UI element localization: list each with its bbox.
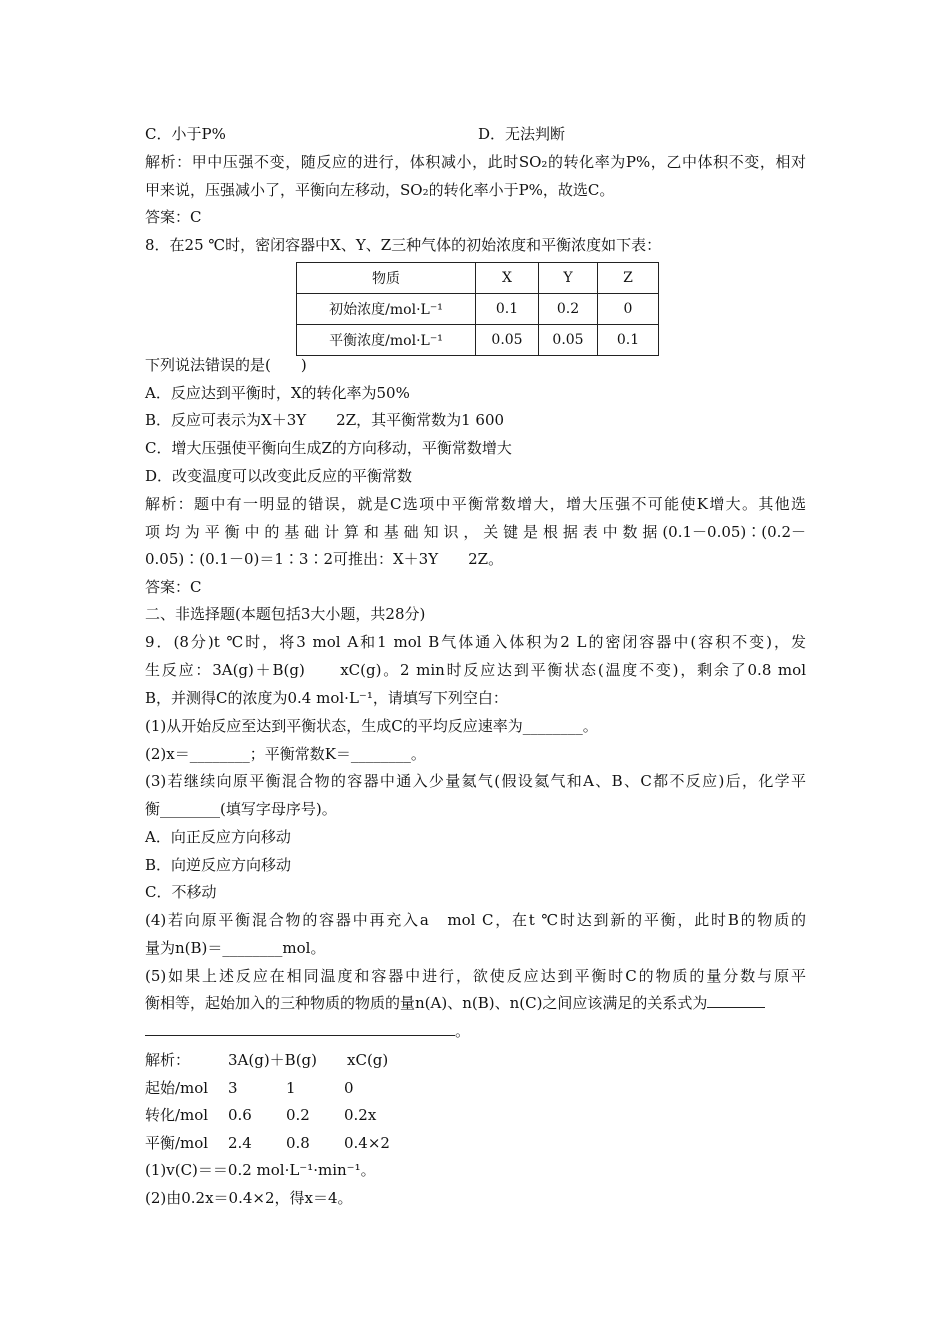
q9-part-1: (1)从开始反应至达到平衡状态，生成C的平均反应速率为________。 [145,717,598,735]
calc-row-a: 0.6 [228,1106,252,1124]
concentration-table [296,262,659,356]
calc-label: 解析： [145,1051,191,1069]
table-header-cell: Y [539,263,598,294]
calc-row-c: 0.4×2 [344,1134,390,1152]
q9-part-5-line-2 [145,993,765,1013]
q7-analysis-line-1: 解析：甲中压强不变，随反应的进行，体积减小，此时SO₂的转化率为P%，乙中体积不变，相对 [145,153,806,171]
q9-part-3-line-1: (3)若继续向原平衡混合物的容器中通入少量氦气(假设氦气和A、B、C都不反应)后，化学平 [145,772,806,790]
table-row [297,294,659,325]
q8-analysis-line-3: 0.05)∶(0.1－0)＝1∶3∶2可推出：X＋3Y 2Z。 [145,550,504,568]
q9-part-5-text: 衡相等，起始加入的三种物质的物质的量n(A)、n(B)、n(C)之间应该满足的关系式为 [145,994,708,1012]
q9-part-4-line-2: 量为n(B)＝________mol。 [145,939,326,957]
q9-part-5-line-3 [145,1021,470,1041]
q9-part-4-line-1: (4)若向原平衡混合物的容器中再充入a mol C，在t ℃时达到新的平衡，此时B的物质的 [145,911,806,929]
q8-option-a: A．反应达到平衡时，X的转化率为50% [145,384,410,402]
q8-option-b: B．反应可表示为X＋3Y 2Z，其平衡常数为1 600 [145,411,505,429]
q9-stem-line-1: 9．(8分)t ℃时，将3 mol A和1 mol B气体通入体积为2 L的密闭容器中(容积不变)，发 [145,633,806,651]
table-row [297,325,659,356]
table-header-cell: X [476,263,539,294]
table-cell: 0 [598,294,659,325]
table-header-cell: Z [598,263,659,294]
table-cell: 0.05 [476,325,539,356]
q9-part-3-option-a: A．向正反应方向移动 [145,828,291,846]
calc-row-label: 转化/mol [145,1106,209,1124]
table-cell: 初始浓度/mol·L⁻¹ [297,294,476,325]
q9-solution-2: (2)由0.2x＝0.4×2，得x＝4。 [145,1189,353,1207]
q8-analysis-line-1: 解析：题中有一明显的错误，就是C选项中平衡常数增大，增大压强不可能使K增大。其他选 [145,495,806,513]
table-cell: 0.1 [476,294,539,325]
calc-row-label: 平衡/mol [145,1134,209,1152]
q7-analysis-line-2: 甲来说，压强减小了，平衡向左移动，SO₂的转化率小于P%，故选C。 [145,181,615,199]
q7-option-c: C．小于P% [145,125,226,143]
table-cell: 平衡浓度/mol·L⁻¹ [297,325,476,356]
q8-question: 下列说法错误的是( ) [145,356,307,374]
q9-part-5-end: 。 [455,1022,471,1040]
q9-part-2: (2)x＝________；平衡常数K＝________。 [145,745,426,763]
q8-analysis-line-2: 项均为平衡中的基础计算和基础知识，关键是根据表中数据(0.1－0.05)∶(0.2－ [145,523,806,541]
calc-equation: 3A(g)＋B(g) xC(g) [228,1051,389,1069]
table-header-row [297,263,659,294]
q9-part-5-line-1: (5)如果上述反应在相同温度和容器中进行，欲使反应达到平衡时C的物质的量分数与原平 [145,967,806,985]
calc-row-b: 0.8 [286,1134,310,1152]
q9-stem-line-2: 生反应：3A(g)＋B(g) xC(g)。2 min时反应达到平衡状态(温度不变)，剩余了0.8 mol [145,661,806,679]
calc-row-c: 0.2x [344,1106,377,1124]
table-cell: 0.1 [598,325,659,356]
section-heading: 二、非选择题(本题包括3大小题，共28分) [145,605,426,623]
q9-stem-line-3: B，并测得C的浓度为0.4 mol·L⁻¹，请填写下列空白： [145,689,508,707]
q7-answer: 答案：C [145,208,202,226]
calc-row-a: 3 [228,1079,238,1097]
answer-blank [707,993,765,1008]
q9-part-3-option-c: C．不移动 [145,883,217,901]
q8-option-c: C．增大压强使平衡向生成Z的方向移动，平衡常数增大 [145,439,512,457]
table-cell: 0.2 [539,294,598,325]
calc-row-b: 0.2 [286,1106,310,1124]
calc-row-label: 起始/mol [145,1079,209,1097]
q8-option-d: D．改变温度可以改变此反应的平衡常数 [145,467,413,485]
q7-option-d: D．无法判断 [478,125,566,143]
calc-row-a: 2.4 [228,1134,252,1152]
calc-row-c: 0 [344,1079,354,1097]
answer-blank [145,1021,455,1036]
q9-part-3-option-b: B．向逆反应方向移动 [145,856,292,874]
q8-stem: 8．在25 ℃时，密闭容器中X、Y、Z三种气体的初始浓度和平衡浓度如下表： [145,236,662,254]
table-header-cell: 物质 [297,263,476,294]
q9-part-3-line-2: 衡________(填写字母序号)。 [145,800,337,818]
table-cell: 0.05 [539,325,598,356]
q9-solution-1: (1)v(C)＝＝0.2 mol·L⁻¹·min⁻¹。 [145,1161,376,1179]
calc-row-b: 1 [286,1079,296,1097]
q8-answer: 答案：C [145,578,202,596]
